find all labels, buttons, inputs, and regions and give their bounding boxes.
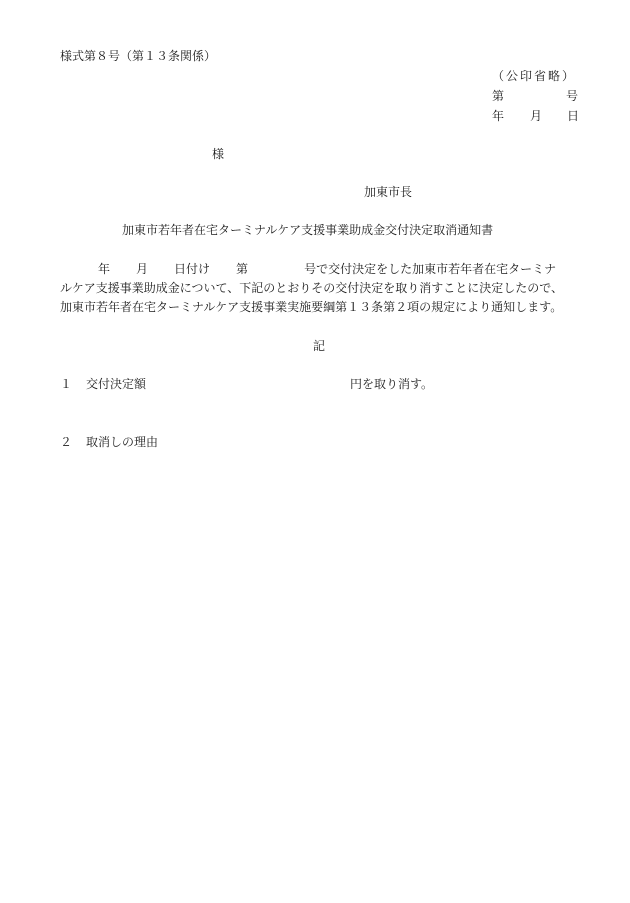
recipient-suffix: 様	[212, 147, 225, 161]
item-2-label: 取消しの理由	[86, 435, 159, 449]
form-number: 様式第８号（第１３条関係）	[60, 49, 217, 63]
body-paragraph	[60, 260, 600, 317]
item-1-suffix: 円を取り消す。	[350, 377, 434, 391]
body-day: 日付け	[174, 262, 211, 276]
body-line-1-rest: 号で交付決定をした加東市若年者在宅ターミナ	[304, 262, 557, 276]
doc-number-prefix: 第	[492, 89, 505, 103]
item-2-number: ２	[60, 435, 73, 449]
date-day: 日	[567, 109, 580, 123]
item-1-label: 交付決定額	[86, 377, 147, 391]
body-month: 月	[136, 262, 149, 276]
document-title: 加東市若年者在宅ターミナルケア支援事業助成金交付決定取消通知書	[122, 223, 494, 237]
seal-omitted-note: （公印省略）	[492, 69, 577, 83]
issuer: 加東市長	[364, 185, 413, 199]
doc-number-suffix: 号	[566, 89, 579, 103]
body-line-2: ルケア支援事業助成金について、下記のとおりその交付決定を取り消すことに決定したので、	[60, 281, 564, 295]
body-number-prefix: 第	[236, 262, 249, 276]
body-line-3: 加東市若年者在宅ターミナルケア支援事業実施要綱第１３条第２項の規定により通知します。	[60, 300, 563, 314]
ki-heading: 記	[313, 339, 326, 353]
date-year: 年	[492, 109, 505, 123]
body-year: 年	[98, 262, 111, 276]
item-1-number: １	[60, 377, 73, 391]
body-line-1	[60, 260, 600, 279]
date-month: 月	[530, 109, 543, 123]
